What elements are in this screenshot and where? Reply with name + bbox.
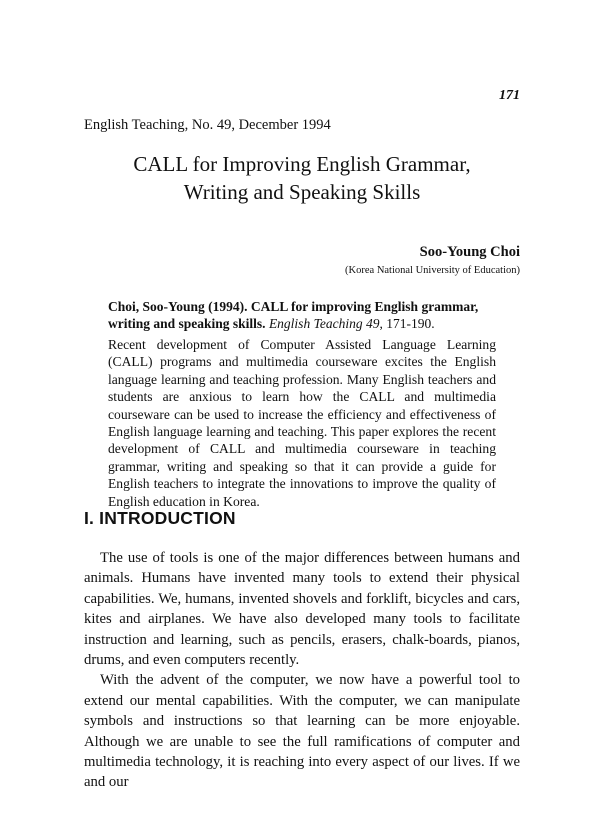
title-line-1: CALL for Improving English Grammar, — [133, 152, 471, 176]
author-name: Soo-Young Choi — [419, 244, 520, 260]
journal-line: English Teaching, No. 49, December 1994 — [84, 117, 331, 133]
citation-journal: English Teaching — [268, 316, 363, 331]
author-affiliation: (Korea National University of Education) — [345, 265, 520, 276]
citation-journal-ref — [269, 316, 435, 331]
citation-pages: , 171-190. — [379, 316, 435, 331]
abstract: Recent development of Computer Assisted Language Learning (CALL) programs and multimedia courseware excites the English language learning and teaching profession. Many English teachers and students are anxious to learn how the CALL and multimedia courseware can be used to increase the efficiency and effectiveness of English language learning and teaching. This paper explores the recent development of CALL and multimedia courseware in teaching grammar, writing and speaking so that it can provide a guide for English teachers to integrate the innovations to improve the quality of English education in Korea. — [108, 337, 496, 509]
page-number: 171 — [499, 88, 520, 103]
citation-text: Choi, Soo-Young (1994). CALL for improving English grammar, writing and speaking skills. — [108, 299, 479, 331]
section-heading: I. INTRODUCTION — [84, 508, 236, 528]
section-body — [84, 548, 520, 793]
body-paragraph-1: The use of tools is one of the major differences between humans and animals. Humans have invented many tools to extend their physical capabilities. We, humans, invented shovels and forklift, bicycles and cars, kites and airplanes. We have also developed many tools to facilitate instruction and learning, such as pencils, erasers, chalk-boards, pianos, drums, and even computers recently. — [84, 550, 520, 669]
paper-title — [84, 150, 520, 206]
citation-volume: 49 — [365, 316, 380, 331]
body-paragraph-2: With the advent of the computer, we now have a powerful tool to extend our mental capabilities. With the computer, we can manipulate symbols and instructions so that learning can be more enjoyable. Although we are unable to see the full ramifications of computer and multimedia technology, it is reaching into every aspect of our lives. If we and our — [84, 672, 520, 791]
citation — [108, 298, 496, 332]
title-line-2: Writing and Speaking Skills — [183, 180, 421, 204]
